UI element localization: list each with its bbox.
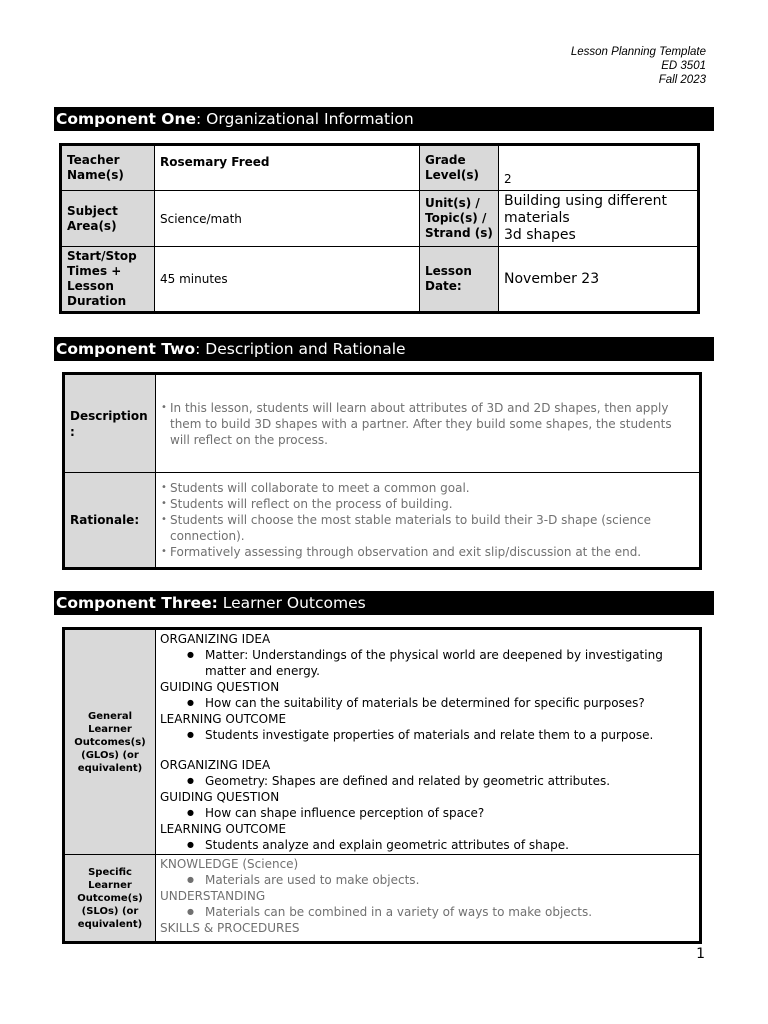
slo-heading: KNOWLEDGE (Science)	[160, 857, 299, 871]
slo-cell	[156, 855, 701, 943]
grade-label: Grade Level(s)	[420, 145, 499, 191]
glo-heading: ORGANIZING IDEA	[160, 632, 271, 646]
header-course-code: ED 3501	[661, 60, 706, 72]
component-three-heading-bold: Component Three:	[56, 594, 218, 612]
slo-heading: SKILLS & PROCEDURES	[160, 921, 300, 935]
rationale-item: • Students will collaborate to meet a common goal.	[161, 480, 694, 496]
grade-value: 2	[499, 145, 699, 191]
times-label: Start/Stop Times + Lesson Duration	[61, 247, 155, 313]
glo-heading: ORGANIZING IDEA	[160, 758, 271, 772]
subject-label: Subject Area(s)	[61, 191, 155, 247]
glo-heading: GUIDING QUESTION	[160, 790, 280, 804]
unit-value-line1: Building using different materials	[504, 193, 667, 226]
component-three-heading	[54, 591, 714, 615]
component-two-heading	[54, 337, 714, 361]
component-one-heading-bold: Component One	[56, 110, 197, 128]
glo-bullet: ● How can the suitability of materials be determined for specific purposes?	[160, 695, 695, 711]
times-value: 45 minutes	[155, 247, 420, 313]
unit-value	[499, 191, 699, 247]
glo-bullet: ● Students analyze and explain geometric attributes of shape.	[160, 837, 695, 853]
slo-label: Specific Learner Outcome(s) (SLOs) (or equivalent)	[64, 855, 156, 943]
description-label: Description :	[64, 374, 156, 473]
teacher-label: Teacher Name(s)	[61, 145, 155, 191]
component-one-heading	[54, 107, 714, 131]
glo-cell	[156, 629, 701, 855]
glo-spacer	[160, 743, 695, 757]
glo-heading: LEARNING OUTCOME	[160, 712, 287, 726]
page-number: 1	[696, 946, 705, 962]
component-two-heading-rest: : Description and Rationale	[195, 340, 406, 358]
organizational-info-table	[59, 143, 700, 314]
component-one-heading-rest: : Organizational Information	[196, 110, 414, 128]
description-item: • In this lesson, students will learn about attributes of 3D and 2D shapes, then apply them to build 3D shapes with a partner. After they build some shapes, the students will reflect on the process.	[161, 400, 694, 448]
slo-bullet: ● Materials are used to make objects.	[160, 872, 695, 888]
glo-bullet: ● Students investigate properties of materials and relate them to a purpose.	[160, 727, 695, 743]
description-rationale-table	[62, 372, 702, 570]
learner-outcomes-table	[62, 627, 702, 944]
glo-label: General Learner Outcomes(s) (GLOs) (or equivalent)	[64, 629, 156, 855]
component-two-heading-bold: Component Two	[56, 340, 196, 358]
glo-heading: LEARNING OUTCOME	[160, 822, 287, 836]
rationale-item: • Students will reflect on the process of building.	[161, 496, 694, 512]
unit-label: Unit(s) / Topic(s) / Strand (s)	[420, 191, 499, 247]
teacher-value: Rosemary Freed	[155, 145, 420, 191]
rationale-cell	[156, 473, 701, 569]
component-three-heading-rest: Learner Outcomes	[217, 594, 366, 612]
slo-heading: UNDERSTANDING	[160, 889, 266, 903]
document-header	[571, 45, 706, 87]
subject-value: Science/math	[155, 191, 420, 247]
glo-bullet: ● How can shape influence perception of space?	[160, 805, 695, 821]
description-cell	[156, 374, 701, 473]
date-value: November 23	[499, 247, 699, 313]
glo-bullet: ● Matter: Understandings of the physical world are deepened by investigating matter and energy.	[160, 647, 695, 679]
rationale-label: Rationale:	[64, 473, 156, 569]
glo-bullet: ● Geometry: Shapes are defined and related by geometric attributes.	[160, 773, 695, 789]
header-term: Fall 2023	[658, 74, 706, 86]
rationale-item: • Students will choose the most stable materials to build their 3-D shape (science connection).	[161, 512, 694, 544]
slo-bullet: ● Materials can be combined in a variety of ways to make objects.	[160, 904, 695, 920]
header-template-name: Lesson Planning Template	[570, 46, 706, 58]
description-list	[161, 400, 694, 448]
rationale-item: • Formatively assessing through observation and exit slip/discussion at the end.	[161, 544, 694, 560]
rationale-list	[161, 480, 694, 560]
glo-heading: GUIDING QUESTION	[160, 680, 280, 694]
date-label: Lesson Date:	[420, 247, 499, 313]
unit-value-line2: 3d shapes	[504, 227, 576, 243]
